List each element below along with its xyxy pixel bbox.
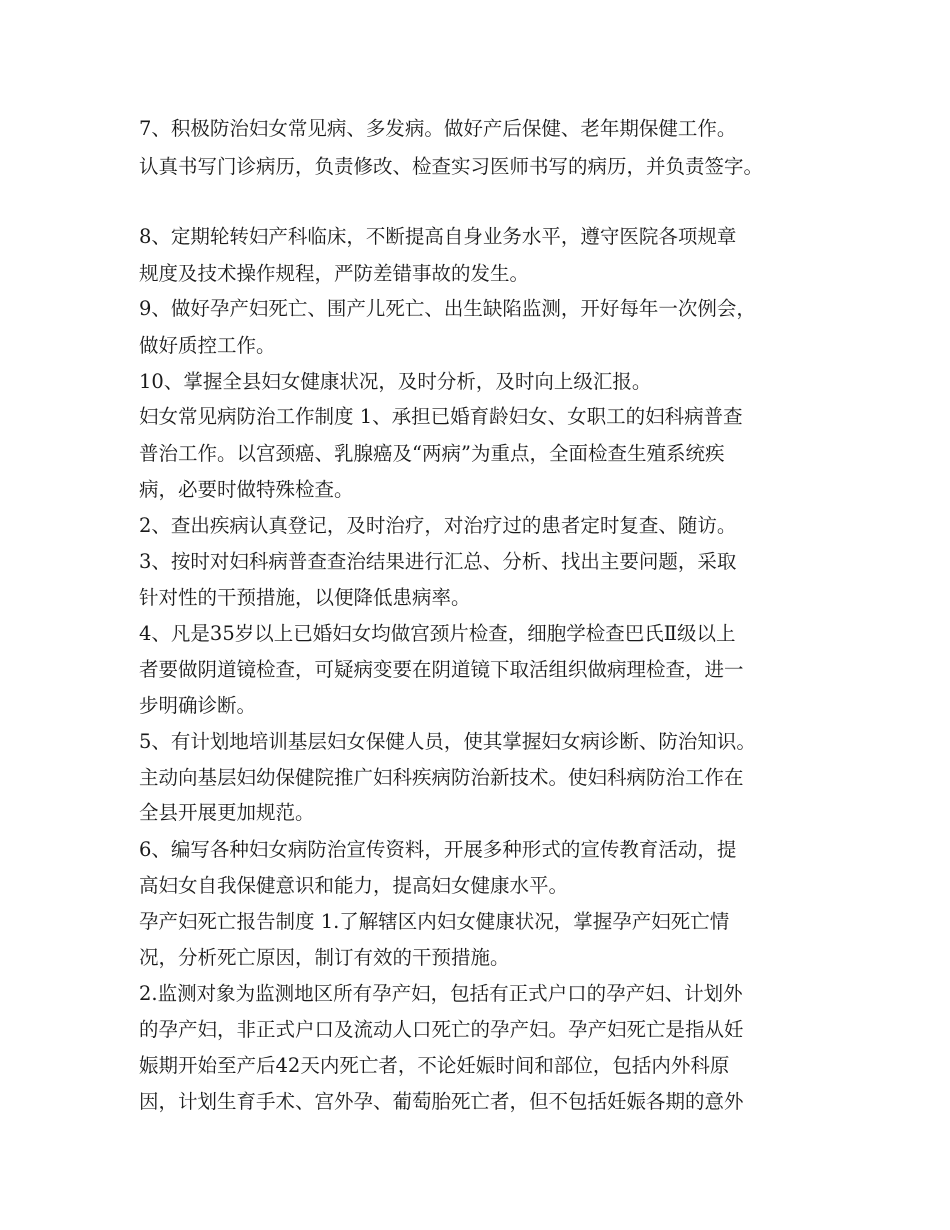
text-line: 针对性的干预措施，以便降低患病率。 bbox=[139, 586, 471, 609]
text-line: 况，分析死亡原因，制订有效的干预措施。 bbox=[139, 946, 510, 969]
text-line: 主动向基层妇幼保健院推广妇科疾病防治新技术。使妇科病防治工作在 bbox=[139, 766, 744, 789]
text-line: 2.监测对象为监测地区所有孕产妇，包括有正式户口的孕产妇、计划外 bbox=[139, 982, 743, 1005]
text-line: 2、查出疾病认真登记，及时治疗，对治疗过的患者定时复查、随访。 bbox=[139, 514, 737, 537]
text-line: 高妇女自我保健意识和能力，提高妇女健康水平。 bbox=[139, 874, 569, 897]
text-line: 做好质控工作。 bbox=[139, 334, 276, 357]
text-line: 病，必要时做特殊检查。 bbox=[139, 478, 354, 501]
text-line: 步明确诊断。 bbox=[139, 694, 257, 717]
text-line: 3、按时对妇科病普查查治结果进行汇总、分析、找出主要问题，采取 bbox=[139, 550, 737, 573]
text-line: 全县开展更加规范。 bbox=[139, 801, 315, 824]
text-line: 娠期开始至产后42天内死亡者，不论妊娠时间和部位，包括内外科原 bbox=[139, 1054, 730, 1077]
text-line: 6、编写各种妇女病防治宣传资料，开展多种形式的宣传教育活动，提 bbox=[139, 838, 737, 861]
text-line: 10、掌握全县妇女健康状况，及时分析，及时向上级汇报。 bbox=[139, 370, 652, 393]
text-line: 认真书写门诊病历，负责修改、检查实习医师书写的病历，并负责签字。 bbox=[139, 155, 764, 178]
text-line: 8、定期轮转妇产科临床，不断提高自身业务水平，遵守医院各项规章 bbox=[139, 225, 737, 248]
text-line: 5、有计划地培训基层妇女保健人员，使其掌握妇女病诊断、防治知识。 bbox=[139, 730, 756, 753]
text-line: 因，计划生育手术、宫外孕、葡萄胎死亡者，但不包括妊娠各期的意外 bbox=[139, 1090, 744, 1113]
text-line: 规度及技术操作规程，严防差错事故的发生。 bbox=[139, 262, 530, 285]
text-line: 妇女常见病防治工作制度 1、承担已婚育龄妇女、女职工的妇科病普查 bbox=[139, 405, 743, 428]
text-line: 的孕产妇，非正式户口及流动人口死亡的孕产妇。孕产妇死亡是指从妊 bbox=[139, 1018, 744, 1041]
text-line: 者要做阴道镜检查，可疑病变要在阴道镜下取活组织做病理检查，进一 bbox=[139, 658, 744, 681]
text-line: 7、积极防治妇女常见病、多发病。做好产后保健、老年期保健工作。 bbox=[139, 117, 737, 140]
text-line: 孕产妇死亡报告制度 1.了解辖区内妇女健康状况，掌握孕产妇死亡情 bbox=[139, 910, 730, 933]
text-line: 4、凡是35岁以上已婚妇女均做宫颈片检查，细胞学检查巴氏Ⅱ级以上 bbox=[139, 622, 736, 645]
text-line: 普治工作。以宫颈癌、乳腺癌及“两病”为重点，全面检查生殖系统疾 bbox=[139, 442, 725, 465]
text-line: 9、做好孕产妇死亡、围产儿死亡、出生缺陷监测，开好每年一次例会， bbox=[139, 297, 756, 320]
